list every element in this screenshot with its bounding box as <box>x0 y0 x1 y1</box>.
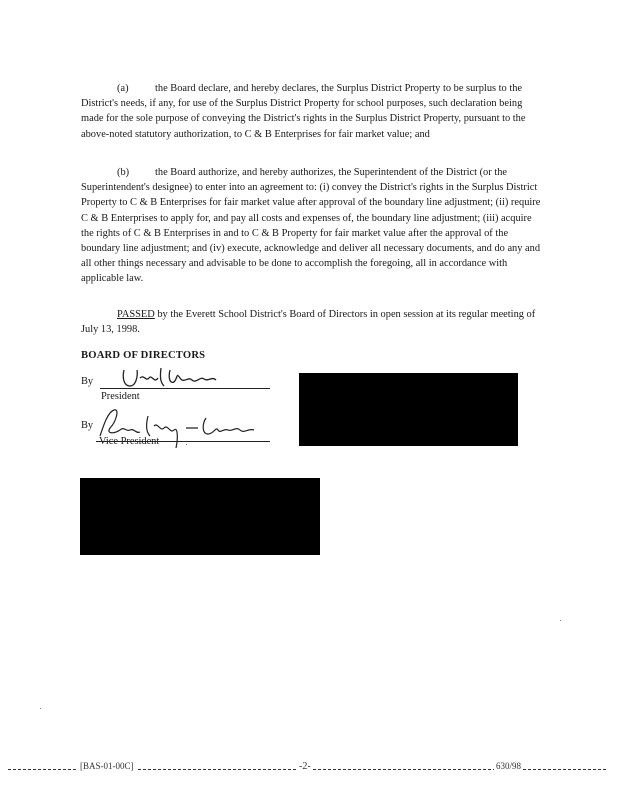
paragraph-b <box>81 165 541 287</box>
scan-speck <box>186 444 187 445</box>
redaction-box <box>299 373 518 446</box>
footer-page-number: -2- <box>299 761 311 772</box>
paragraph-b-label: (b) <box>117 167 130 178</box>
footer-document-code: [BAS-01-00C] <box>80 761 134 771</box>
paragraph-b-text: the Board authorize, and hereby authorizes, the Superintendent of the District (or the Superintendent's designee) to enter into an agreement to: (i) convey the District's rights in the Surplus District Property to C & B Enterprises for fair market value after approval of the boundary line adjustment; (ii) require C & B Enterprises to apply for, and pay all costs and expenses of, the boundary line adjustment; (iii) acquire the rights of C & B Enterprises in and to C & B Property for fair market value after the approval of the boundary line adjustment; and (iv) execute, acknowledge and deliver all necessary documents, and do any and all other things necessary and advisable to be done to accomplish the foregoing, all in accordance with applicable law. <box>81 167 541 285</box>
footer-date-code: 630/98 <box>496 761 522 771</box>
paragraph-a <box>81 81 541 142</box>
signature-by-label-president: By <box>81 376 94 387</box>
paragraph-a-text: the Board declare, and hereby declares, the Surplus District Property to be surplus to the District's needs, if any, for use of the Surplus District Property for school purposes, such declaration being made for the sole purpose of conveying the District's rights in the Surplus District Property, pursuant to the above-noted statutory authorization, to C & B Enterprises for fair market value; and <box>81 83 526 140</box>
passed-paragraph <box>81 307 541 337</box>
signature-line-president <box>100 388 270 389</box>
passed-text: by the Everett School District's Board of Directors in open session at its regular meeting of July 13, 1998. <box>81 309 536 336</box>
board-of-directors-heading: BOARD OF DIRECTORS <box>81 350 206 361</box>
signature-by-label-vice-president: By <box>81 420 94 431</box>
role-president: President <box>101 391 140 402</box>
passed-word: PASSED <box>117 309 155 320</box>
redaction-box <box>80 478 320 555</box>
role-vice-president: Vice President <box>99 436 160 447</box>
scan-speck <box>560 620 561 621</box>
paragraph-a-label: (a) <box>117 83 129 94</box>
scan-speck <box>40 708 41 709</box>
